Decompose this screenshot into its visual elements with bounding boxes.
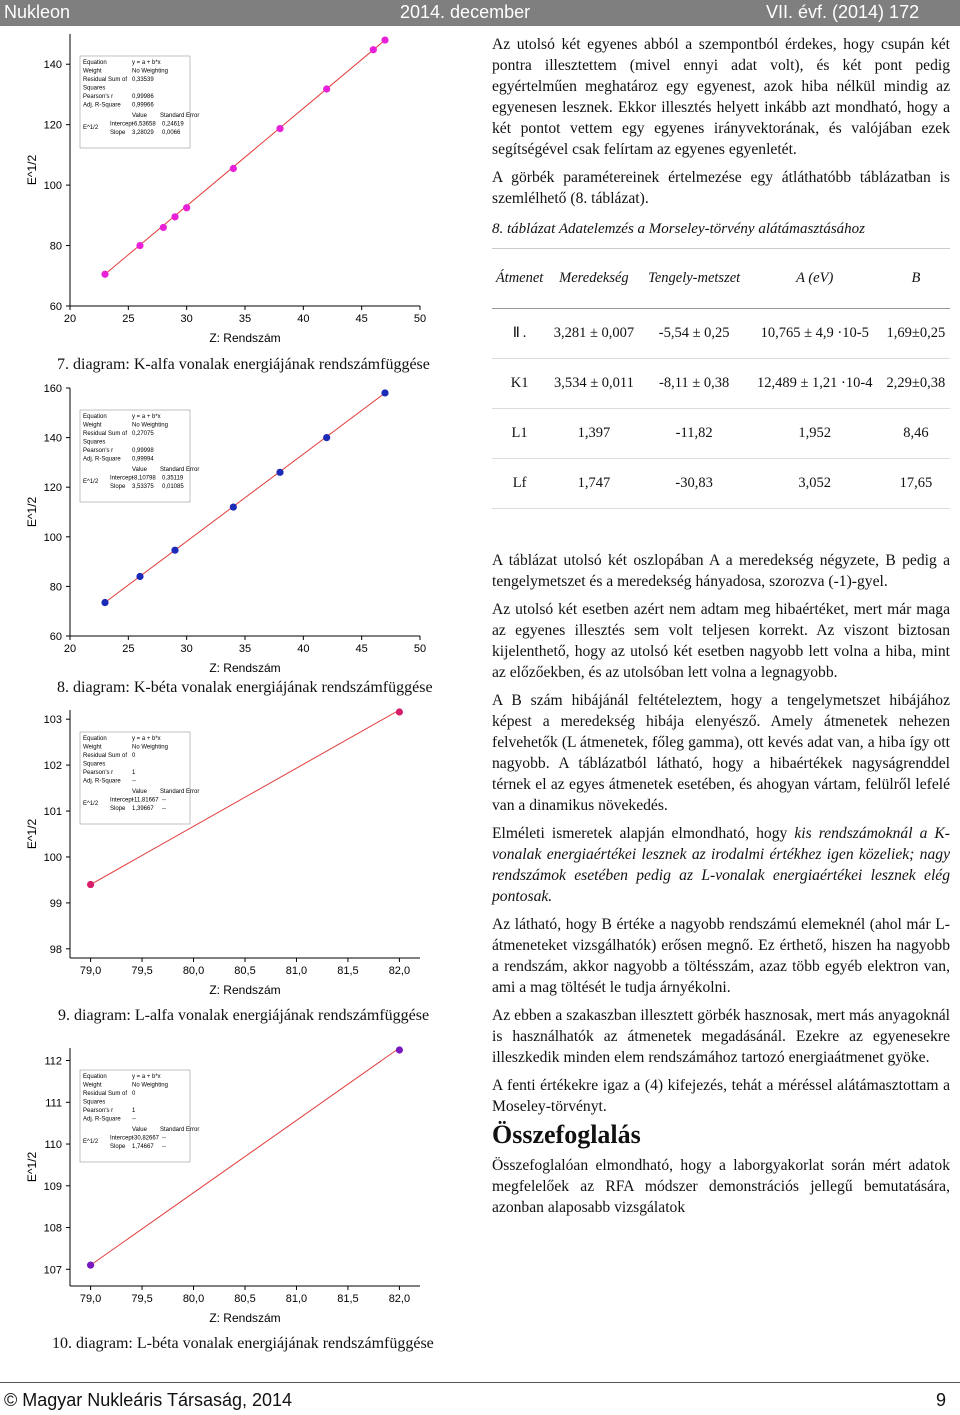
x-tick-label: 79,0 <box>79 1293 102 1305</box>
stat-value: -- <box>162 1135 166 1142</box>
data-point <box>370 46 377 53</box>
data-point <box>101 599 108 606</box>
stat-value: y = a + b*x <box>132 736 161 742</box>
data-point <box>230 503 237 510</box>
stat-label: Residual Sum of <box>83 77 128 83</box>
table-cell: 1,397 <box>547 409 640 459</box>
stat-label: Equation <box>83 1074 107 1080</box>
col-header: Meredekség <box>547 249 640 309</box>
y-axis-label: E^1/2 <box>25 154 39 186</box>
x-tick-label: 50 <box>413 313 427 325</box>
stat-col-header: Value <box>132 467 147 473</box>
x-tick-label: 35 <box>238 643 252 655</box>
stat-col-header: Standard Error <box>160 789 200 795</box>
fit-stats-box <box>80 732 199 824</box>
stat-label: Slope <box>110 806 126 812</box>
table-cell: -5,54 ± 0,25 <box>641 309 748 359</box>
data-point <box>136 573 143 580</box>
caption-9: 9. diagram: L-alfa vonalak energiájának rendszámfüggése <box>58 1007 430 1024</box>
stat-value: -- <box>132 778 136 785</box>
data-point <box>183 204 190 211</box>
data-table <box>492 248 950 509</box>
copyright: © Magyar Nukleáris Társaság, 2014 <box>4 1390 293 1410</box>
issue-date: 2014. december <box>400 2 531 22</box>
stat-label: Squares <box>83 439 106 446</box>
x-axis-label: Z: Rendszám <box>209 661 281 675</box>
table-cell: 3,052 <box>748 459 882 509</box>
x-tick-label: 79,0 <box>79 965 102 977</box>
x-tick-label: 45 <box>355 313 368 325</box>
stat-label: Pearson's r <box>83 1108 114 1114</box>
paragraph-text: Elméleti ismeretek alapján elmondható, hogy <box>492 825 795 842</box>
y-tick-label: 120 <box>43 482 62 495</box>
table-cell: K1 <box>492 359 547 409</box>
table-row <box>492 459 950 509</box>
stat-value: -- <box>162 806 166 812</box>
y-tick-label: 100 <box>43 180 62 193</box>
stat-value: 3,28029 <box>132 130 154 136</box>
stat-value: 0,99994 <box>132 456 154 463</box>
stat-value: 0 <box>132 1091 136 1097</box>
y-axis-label: E^1/2 <box>25 496 39 528</box>
y-tick-label: 160 <box>43 383 62 395</box>
stat-series: E^1/2 <box>83 479 99 485</box>
stat-value: 0,27075 <box>132 431 154 437</box>
stat-col-header: Standard Error <box>160 467 200 473</box>
stat-value: No Weighting <box>132 68 168 75</box>
chart-l-alpha <box>0 702 450 1002</box>
col-header: B <box>882 249 950 309</box>
stat-label: Intercept <box>110 121 134 128</box>
fit-stats-box <box>80 1070 199 1162</box>
x-tick-label: 80,5 <box>234 965 256 977</box>
stat-value: 0,35119 <box>162 475 184 482</box>
paragraph: A táblázat utolsó két oszlopában A a meredekség négyzete, B pedig a tengelymetszet és a meredekség hányadosa, szorozva (-1)-gyel. <box>492 552 950 590</box>
y-tick-label: 110 <box>44 1139 62 1152</box>
paragraph: Az utolsó két esetben azért nem adtam meg hibaértéket, mert már maga az egyenes illesztés sem volt teljesen korrekt. Az viszont biztosan kijelenthető, hogy az utolsó két esetben nagyobb lett volna a hiba, mint az előzőekben, és az utolsóban lett volna a legnagyobb. <box>492 601 950 681</box>
paragraph: A fenti értékekre igaz a (4) kifejezés, tehát a méréssel alátámasztottam a Moseley-törvényt. <box>492 1077 950 1115</box>
data-point <box>323 434 330 441</box>
x-tick-label: 79,5 <box>131 965 153 977</box>
table-cell: Lf <box>492 459 547 509</box>
paragraph: Az látható, hogy B értéke a nagyobb rendszámú elemeknél (ahol már L-átmeneteket vizsgálhatók) erősen megnő. Ez érthető, hiszen ha nagyobb a rendszám, akkor nagyobb a töltésszám, azaz több egyéb elektron van, ami a mag töltését le tudja árnyékolni. <box>492 916 950 996</box>
y-tick-label: 100 <box>43 531 62 544</box>
table-header-row <box>492 249 950 309</box>
stat-label: Adj. R-Square <box>83 778 121 785</box>
stat-col-header: Value <box>132 113 147 119</box>
fit-stats-box <box>80 56 199 148</box>
data-point <box>101 271 108 278</box>
x-tick-label: 81,5 <box>337 965 359 977</box>
x-tick-label: 80,0 <box>182 1293 205 1305</box>
stat-label: Residual Sum of <box>83 753 128 759</box>
table-cell: L1 <box>492 409 547 459</box>
y-tick-label: 60 <box>49 631 62 643</box>
y-tick-label: 98 <box>49 943 62 956</box>
data-point <box>87 1262 94 1269</box>
section-heading: Összefoglalás <box>492 1120 641 1149</box>
stat-label: Intercept <box>110 1135 134 1142</box>
stat-value: 3,53375 <box>132 484 154 490</box>
caption-10: 10. diagram: L-béta vonalak energiájának rendszámfüggése <box>52 1335 434 1352</box>
stat-value: -30,82667 <box>132 1135 160 1142</box>
x-tick-label: 82,0 <box>388 965 411 977</box>
y-tick-label: 111 <box>45 1097 62 1110</box>
caption-7: 7. diagram: K-alfa vonalak energiájának rendszámfüggése <box>57 356 430 373</box>
y-tick-label: 108 <box>43 1222 62 1235</box>
y-tick-label: 140 <box>43 432 62 445</box>
x-tick-label: 79,5 <box>131 1293 153 1305</box>
table-cell: 17,65 <box>882 459 950 509</box>
x-tick-label: 35 <box>238 313 252 325</box>
x-tick-label: 50 <box>413 643 427 655</box>
data-point <box>171 213 178 220</box>
data-point <box>171 547 178 554</box>
data-point <box>160 224 167 231</box>
stat-label: Slope <box>110 130 126 136</box>
x-tick-label: 81,5 <box>337 1293 359 1305</box>
y-tick-label: 140 <box>43 59 62 72</box>
stat-value: y = a + b*x <box>132 60 161 66</box>
table-cell: 3,534 ± 0,011 <box>547 359 640 409</box>
stat-value: 0,99998 <box>132 448 154 454</box>
data-point <box>323 85 330 92</box>
stat-label: Weight <box>83 744 102 751</box>
chart-k-alpha <box>0 26 450 350</box>
stat-value: 0 <box>132 753 136 759</box>
paragraph: Az utolsó két egyenes abból a szempontból érdekes, hogy csupán két pontra illesztettem (mivel ennyi adat volt), és két pont pedig egyértelműen meghatároz egy egyenest, azok hiba nélkül mindig az egyenesen lesznek. Ekkor illesztés helyett inkább azt mondható, hogy a két pontot vettem egy egyenes irányvektorának, és valójában ezek segítségével csak felírtam az egyenes egyenletét. <box>492 36 950 158</box>
y-tick-label: 60 <box>49 301 62 313</box>
y-tick-label: 109 <box>43 1180 62 1193</box>
paragraph: A B szám hibájánál feltételeztem, hogy a tengelymetszet hibájához képest a meredekség hibája elenyésző. Amely átmenetek nehezen felvehetők (L átmenetek, főleg gamma), ott kevés adat van, a hiba így ott nagyobb. A táblázatból látható, hogy a hibaértékek nagyságrenddel térnek el az egyes átmenetek esetében, és ahogyan vártam, felülről lefelé van a dinamikus növekedés. <box>492 692 950 814</box>
stat-value: 0,99966 <box>132 102 154 109</box>
stat-series: E^1/2 <box>83 1139 99 1145</box>
x-tick-label: 30 <box>180 643 193 655</box>
stat-value: No Weighting <box>132 1082 168 1089</box>
stat-value: -11,81667 <box>132 797 159 804</box>
stat-value: No Weighting <box>132 744 168 751</box>
stat-value: 1 <box>132 770 136 776</box>
paragraph: Összefoglalóan elmondható, hogy a laborgyakorlat során mért adatok megfelelőek az RFA módszer demonstrációs jellegű bemutatására, azonban alaposabb vizsgálatok <box>492 1157 950 1216</box>
stat-col-header: Standard Error <box>160 1127 200 1133</box>
stat-label: Pearson's r <box>83 448 114 454</box>
stat-value: y = a + b*x <box>132 1074 161 1080</box>
y-tick-label: 100 <box>43 851 62 864</box>
table-cell: 1,952 <box>748 409 882 459</box>
right-column-lower <box>492 550 950 1225</box>
stat-label: Adj. R-Square <box>83 102 121 109</box>
table-cell: 10,765 ± 4,9 ·10-5 <box>748 309 882 359</box>
stat-value: No Weighting <box>132 422 168 429</box>
table-cell: 1,69±0,25 <box>882 309 950 359</box>
stat-value: 0,99986 <box>132 94 154 100</box>
x-tick-label: 45 <box>355 643 368 655</box>
x-axis-label: Z: Rendszám <box>209 1311 281 1325</box>
x-tick-label: 25 <box>122 313 135 325</box>
y-tick-label: 80 <box>49 581 62 594</box>
paragraph: A görbék paramétereinek értelmezése egy átláthatóbb táblázatban is szemlélhető (8. táblázat). <box>492 169 950 207</box>
volume-page: VII. évf. (2014) 172 <box>766 2 920 22</box>
x-tick-label: 40 <box>297 313 310 325</box>
stat-value: -- <box>162 797 166 804</box>
stat-label: Slope <box>110 1144 126 1150</box>
data-point <box>87 881 94 888</box>
stat-label: Pearson's r <box>83 770 114 776</box>
stat-label: Adj. R-Square <box>83 456 121 463</box>
stat-label: Squares <box>83 1099 106 1106</box>
stat-value: 1,39667 <box>132 806 154 812</box>
stat-value: 0,33539 <box>132 77 154 83</box>
stat-value: 0,0066 <box>162 130 181 136</box>
data-point <box>381 36 388 43</box>
y-tick-label: 120 <box>43 119 62 132</box>
table-cell: 2,29±0,38 <box>882 359 950 409</box>
x-tick-label: 81,0 <box>285 1293 308 1305</box>
stat-value: -- <box>132 1116 136 1123</box>
table-cell: 1,747 <box>547 459 640 509</box>
stat-label: Weight <box>83 422 102 429</box>
x-axis-label: Z: Rendszám <box>209 331 281 345</box>
chart-k-beta <box>0 380 450 680</box>
stat-value: -- <box>162 1144 166 1150</box>
y-tick-label: 107 <box>43 1264 62 1277</box>
stat-label: Equation <box>83 736 107 742</box>
stat-label: Intercept <box>110 475 134 482</box>
stat-label: Residual Sum of <box>83 1091 128 1097</box>
table-cell: -8,11 ± 0,38 <box>641 359 748 409</box>
y-tick-label: 112 <box>44 1055 62 1068</box>
stat-series: E^1/2 <box>83 125 99 131</box>
x-tick-label: 20 <box>63 313 77 325</box>
table-cell: Ⅱ . <box>492 309 547 359</box>
stat-label: Equation <box>83 414 107 420</box>
stat-label: Slope <box>110 484 126 490</box>
data-point <box>276 125 283 132</box>
stat-label: Intercept <box>110 797 134 804</box>
x-tick-label: 80,5 <box>234 1293 256 1305</box>
right-column <box>492 34 950 509</box>
stat-value: 0,01085 <box>162 484 184 490</box>
paragraph <box>492 823 950 907</box>
table-caption: 8. táblázat Adatelemzés a Morseley-törvény alátámasztásához <box>492 221 866 237</box>
fit-stats-box <box>80 410 199 502</box>
page-footer <box>0 1382 960 1415</box>
y-axis-label: E^1/2 <box>25 818 39 850</box>
stat-label: Weight <box>83 68 102 75</box>
stat-value: 1,74667 <box>132 1144 154 1150</box>
x-tick-label: 40 <box>297 643 310 655</box>
y-tick-label: 80 <box>49 240 62 253</box>
table-cell: -11,82 <box>641 409 748 459</box>
stat-value: 0,24619 <box>162 121 184 128</box>
table-cell: 12,489 ± 1,21 ·10-4 <box>748 359 882 409</box>
data-point <box>276 469 283 476</box>
page-number: 9 <box>936 1390 947 1410</box>
stat-value: -8,10798 <box>132 475 156 482</box>
table-cell: 3,281 ± 0,007 <box>547 309 640 359</box>
stat-label: Residual Sum of <box>83 431 128 437</box>
data-point <box>381 389 388 396</box>
stat-value: y = a + b*x <box>132 414 161 420</box>
data-point <box>230 165 237 172</box>
x-tick-label: 20 <box>63 643 77 655</box>
x-tick-label: 82,0 <box>388 1293 411 1305</box>
stat-col-header: Standard Error <box>160 113 200 119</box>
stat-col-header: Value <box>132 789 147 795</box>
table-row <box>492 309 950 359</box>
x-tick-label: 80,0 <box>182 965 205 977</box>
journal-name: Nukleon <box>4 2 71 22</box>
stat-label: Squares <box>83 85 106 92</box>
table-row <box>492 409 950 459</box>
stat-label: Adj. R-Square <box>83 1116 121 1123</box>
data-point <box>396 708 403 715</box>
stat-col-header: Value <box>132 1127 147 1133</box>
x-axis-label: Z: Rendszám <box>209 983 281 997</box>
stat-value: -6,53658 <box>132 121 156 128</box>
paragraph: Az ebben a szakaszban illesztett görbék hasznosak, mert más anyagoknál is használhatók az átmenetek megadásánál. Ezekre az egyenesekre illeszkedik minden elem rendszámához tartozó energiaátmenet gyöke. <box>492 1007 950 1066</box>
caption-8: 8. diagram: K-béta vonalak energiájának rendszámfüggése <box>57 679 433 696</box>
stat-label: Pearson's r <box>83 94 114 100</box>
stat-value: 1 <box>132 1108 136 1114</box>
stat-label: Squares <box>83 761 106 768</box>
x-tick-label: 25 <box>122 643 135 655</box>
chart-l-beta <box>0 1040 450 1330</box>
y-tick-label: 103 <box>43 714 62 727</box>
stat-label: Weight <box>83 1082 102 1089</box>
col-header: Átmenet <box>492 249 547 309</box>
col-header: A (eV) <box>748 249 882 309</box>
stat-series: E^1/2 <box>83 801 99 807</box>
y-tick-label: 101 <box>43 806 62 819</box>
stat-label: Equation <box>83 60 107 66</box>
x-tick-label: 30 <box>180 313 193 325</box>
y-tick-label: 102 <box>43 760 62 773</box>
y-tick-label: 99 <box>49 897 62 910</box>
data-point <box>396 1046 403 1053</box>
data-point <box>136 242 143 249</box>
y-axis-label: E^1/2 <box>25 1151 39 1183</box>
col-header: Tengely-metszet <box>641 249 748 309</box>
table-row <box>492 359 950 409</box>
page-header <box>0 0 960 26</box>
table-cell: -30,83 <box>641 459 748 509</box>
x-tick-label: 81,0 <box>285 965 308 977</box>
paragraph-italic: kis rendszámoknál a K-vonalak energiaértékei lesznek az irodalmi értékhez igen közeliek; nagy rendszámok esetében pedig az L-vonalak energiaértékei lesznek elég pontosak. <box>492 825 950 905</box>
table-cell: 8,46 <box>882 409 950 459</box>
